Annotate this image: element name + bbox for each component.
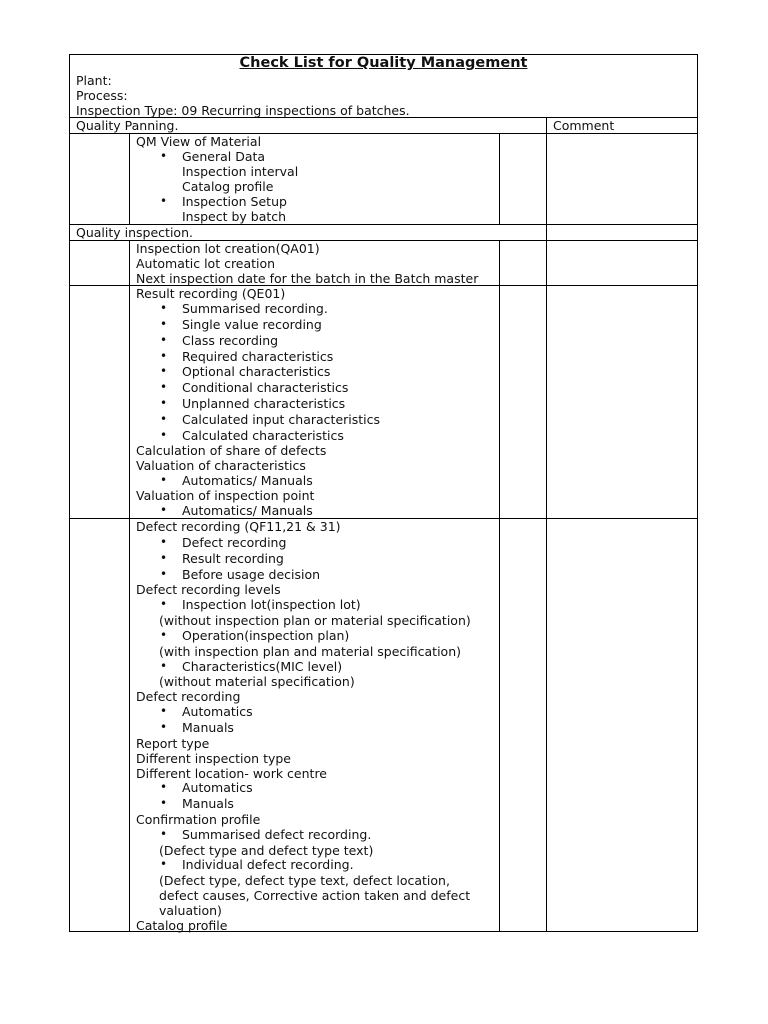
list-item: Inspection lot creation(QA01) bbox=[136, 241, 320, 256]
list-item: • Unplanned characteristics bbox=[160, 396, 346, 411]
list-item: • Automatics bbox=[160, 780, 253, 795]
bullet-icon: • bbox=[160, 628, 168, 642]
list-item: • Manuals bbox=[160, 720, 234, 735]
list-item: • Individual defect recording. bbox=[160, 857, 354, 872]
list-item: Valuation of inspection point bbox=[136, 488, 315, 503]
qm-view-heading: QM View of Material bbox=[136, 134, 262, 149]
bullet-icon: • bbox=[160, 194, 168, 208]
list-item: Automatic lot creation bbox=[136, 256, 276, 271]
list-item: • Calculated characteristics bbox=[160, 428, 344, 443]
inspection-type: Inspection Type: 09 Recurring inspections of batches. bbox=[76, 103, 410, 118]
comment-column-divider bbox=[546, 117, 547, 931]
process-label: Process: bbox=[76, 88, 128, 103]
bullet-icon: • bbox=[160, 535, 168, 549]
section-quality-planning: Quality Panning. bbox=[76, 118, 179, 133]
list-item: • Operation(inspection plan) bbox=[160, 628, 350, 643]
list-item: • Inspection lot(inspection lot) bbox=[160, 597, 361, 612]
list-item: • Single value recording bbox=[160, 317, 322, 332]
result-recording-heading: Result recording (QE01) bbox=[136, 286, 286, 301]
list-item: • Automatics/ Manuals bbox=[160, 503, 313, 518]
list-item-note: defect causes, Corrective action taken and defect bbox=[159, 888, 471, 903]
bullet-icon: • bbox=[160, 796, 168, 810]
list-item: • Required characteristics bbox=[160, 349, 334, 364]
bullet-icon: • bbox=[160, 597, 168, 611]
column-divider bbox=[129, 133, 130, 224]
bullet-icon: • bbox=[160, 503, 168, 517]
plant-label: Plant: bbox=[76, 73, 112, 88]
bullet-icon: • bbox=[160, 857, 168, 871]
column-divider bbox=[499, 240, 500, 931]
list-item: Calculation of share of defects bbox=[136, 443, 327, 458]
list-item: • General Data bbox=[160, 149, 266, 164]
bullet-icon: • bbox=[160, 551, 168, 565]
list-item-note: (Defect type and defect type text) bbox=[159, 843, 374, 858]
bullet-icon: • bbox=[160, 396, 168, 410]
list-item-note: (with inspection plan and material specification) bbox=[159, 644, 462, 659]
list-item: • Manuals bbox=[160, 796, 234, 811]
bullet-icon: • bbox=[160, 567, 168, 581]
list-item: • Inspection Setup bbox=[160, 194, 287, 209]
bullet-icon: • bbox=[160, 428, 168, 442]
list-item: • Class recording bbox=[160, 333, 279, 348]
list-item: Report type bbox=[136, 736, 210, 751]
list-item: Inspect by batch bbox=[182, 209, 287, 224]
bullet-icon: • bbox=[160, 333, 168, 347]
list-item: • Automatics bbox=[160, 704, 253, 719]
list-item-note: (without inspection plan or material specification) bbox=[159, 613, 471, 628]
bullet-icon: • bbox=[160, 380, 168, 394]
list-item-note: (Defect type, defect type text, defect location, bbox=[159, 873, 450, 888]
bullet-icon: • bbox=[160, 349, 168, 363]
list-item: Catalog profile bbox=[136, 918, 228, 933]
bullet-icon: • bbox=[160, 704, 168, 718]
defect-recording-heading: Defect recording (QF11,21 & 31) bbox=[136, 519, 341, 534]
bullet-icon: • bbox=[160, 317, 168, 331]
bullet-icon: • bbox=[160, 720, 168, 734]
list-item: Defect recording levels bbox=[136, 582, 281, 597]
list-item: • Conditional characteristics bbox=[160, 380, 349, 395]
list-item: • Result recording bbox=[160, 551, 284, 566]
list-item: Different location- work centre bbox=[136, 766, 327, 781]
comment-header: Comment bbox=[553, 118, 615, 133]
section-quality-inspection: Quality inspection. bbox=[76, 225, 193, 240]
list-item: Next inspection date for the batch in the Batch master bbox=[136, 271, 479, 286]
bullet-icon: • bbox=[160, 473, 168, 487]
list-item: Valuation of characteristics bbox=[136, 458, 306, 473]
list-item: • Summarised recording. bbox=[160, 301, 328, 316]
list-item: • Defect recording bbox=[160, 535, 287, 550]
list-item-note: (without material specification) bbox=[159, 674, 355, 689]
list-item: Confirmation profile bbox=[136, 812, 261, 827]
bullet-icon: • bbox=[160, 780, 168, 794]
list-item: • Optional characteristics bbox=[160, 364, 331, 379]
bullet-icon: • bbox=[160, 149, 168, 163]
list-item: Defect recording bbox=[136, 689, 241, 704]
list-item: • Characteristics(MIC level) bbox=[160, 659, 343, 674]
list-item-note: valuation) bbox=[159, 903, 222, 918]
bullet-icon: • bbox=[160, 659, 168, 673]
list-item: • Automatics/ Manuals bbox=[160, 473, 313, 488]
list-item: • Before usage decision bbox=[160, 567, 321, 582]
list-item: Inspection interval bbox=[182, 164, 299, 179]
page-title: Check List for Quality Management bbox=[239, 55, 528, 71]
bullet-icon: • bbox=[160, 412, 168, 426]
bullet-icon: • bbox=[160, 301, 168, 315]
column-divider bbox=[499, 133, 500, 224]
column-divider bbox=[129, 240, 130, 931]
list-item: Different inspection type bbox=[136, 751, 291, 766]
bullet-icon: • bbox=[160, 827, 168, 841]
bullet-icon: • bbox=[160, 364, 168, 378]
list-item: • Calculated input characteristics bbox=[160, 412, 381, 427]
list-item: Catalog profile bbox=[182, 179, 274, 194]
list-item: • Summarised defect recording. bbox=[160, 827, 372, 842]
